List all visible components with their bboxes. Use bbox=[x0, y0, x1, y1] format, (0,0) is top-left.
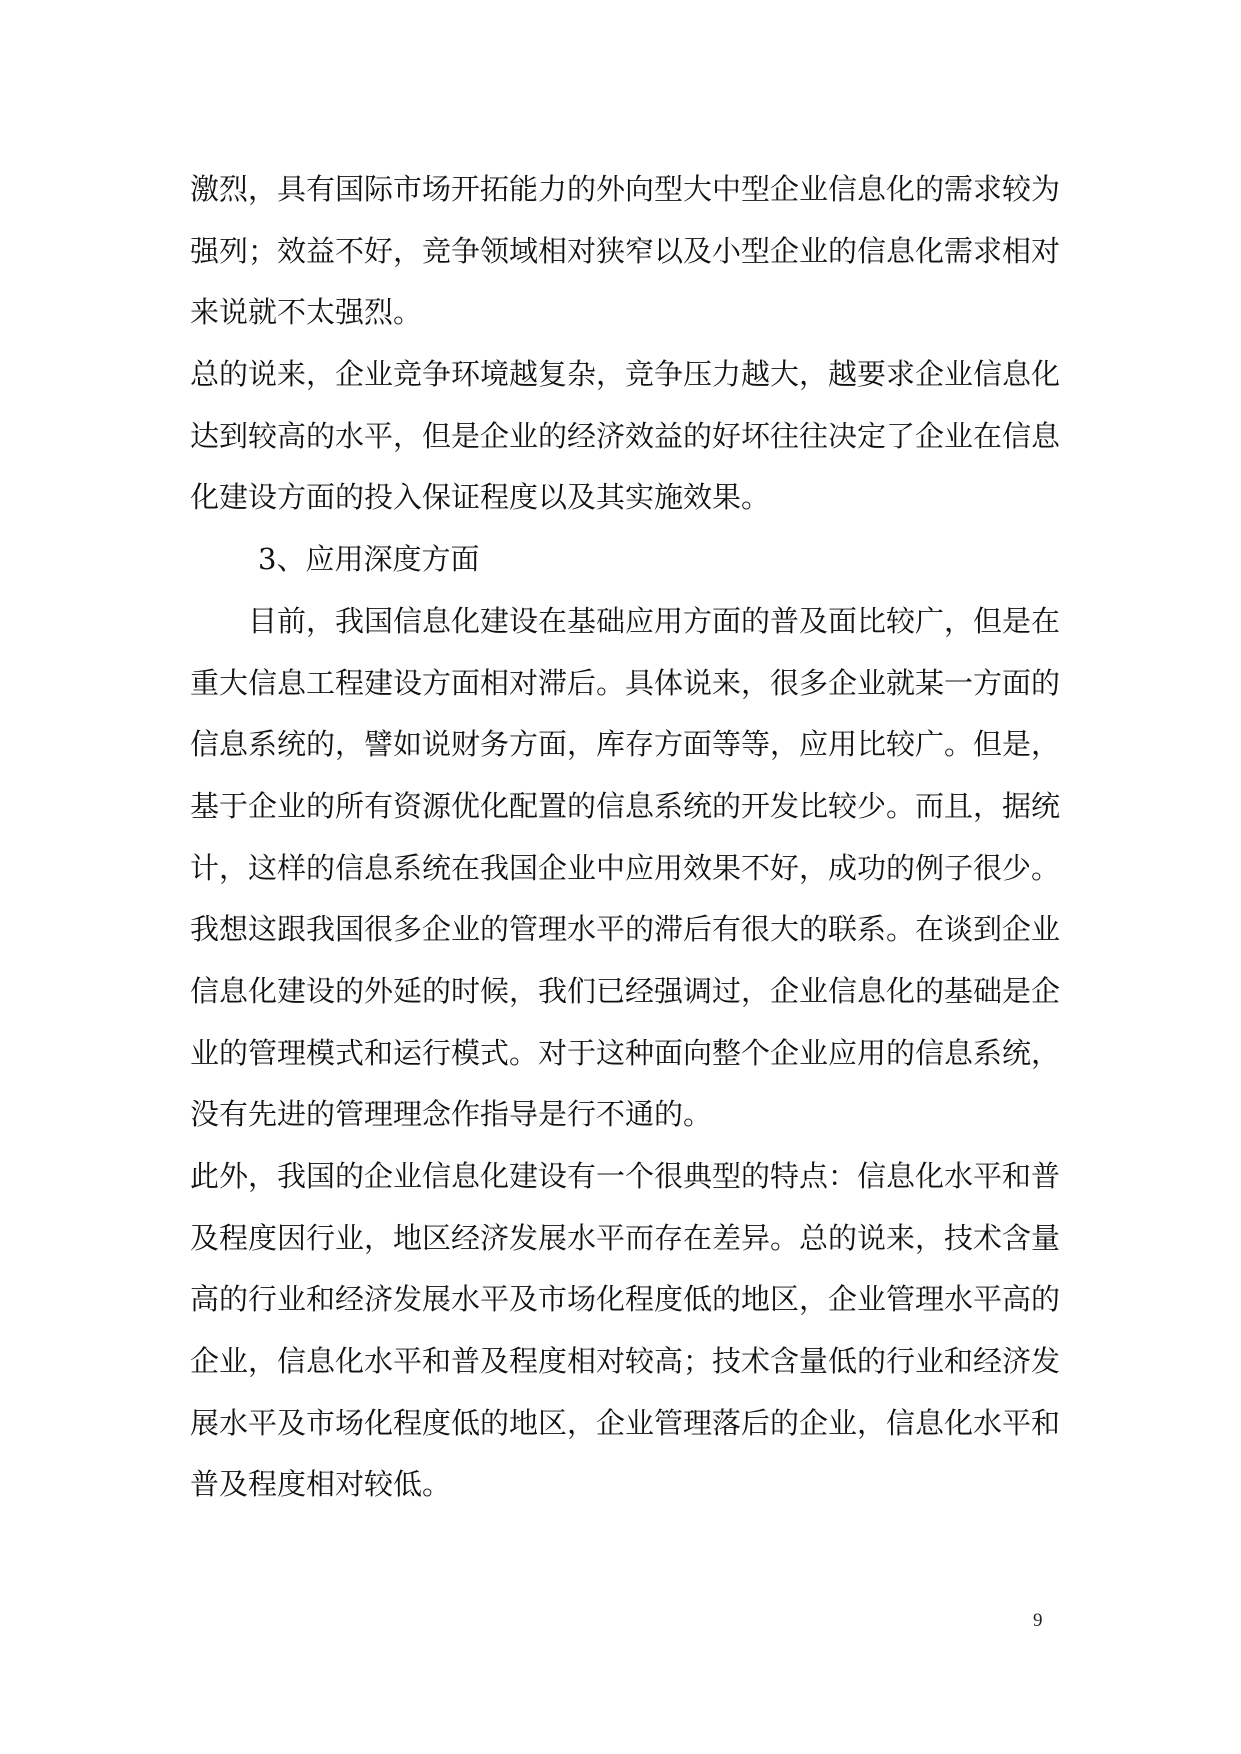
page-number: 9 bbox=[1033, 1610, 1043, 1631]
text-line: 没有先进的管理理念作指导是行不通的。 bbox=[190, 1097, 713, 1132]
text-line: 高的行业和经济发展水平及市场化程度低的地区，企业管理水平高的 bbox=[190, 1282, 1061, 1317]
text-line: 展水平及市场化程度低的地区，企业管理落后的企业，信息化水平和 bbox=[190, 1405, 1061, 1440]
section-heading: 3、应用深度方面 bbox=[258, 542, 480, 577]
text-line: 我想这跟我国很多企业的管理水平的滞后有很大的联系。在谈到企业 bbox=[190, 912, 1061, 947]
body-text bbox=[190, 159, 1061, 1516]
text-line: 此外，我国的企业信息化建设有一个很典型的特点：信息化水平和普 bbox=[190, 1159, 1061, 1193]
text-line: 信息系统的，譬如说财务方面，库存方面等等，应用比较广。但是， bbox=[190, 727, 1061, 762]
text-line: 来说就不太强烈。 bbox=[190, 295, 423, 330]
text-line: 普及程度相对较低。 bbox=[190, 1467, 452, 1502]
text-line: 计，这样的信息系统在我国企业中应用效果不好，成功的例子很少。 bbox=[190, 850, 1061, 885]
text-line: 激烈，具有国际市场开拓能力的外向型大中型企业信息化的需求较为 bbox=[190, 172, 1061, 206]
text-line: 基于企业的所有资源优化配置的信息系统的开发比较少。而且，据统 bbox=[190, 788, 1061, 823]
text-line: 及程度因行业，地区经济发展水平而存在差异。总的说来，技术含量 bbox=[190, 1220, 1061, 1255]
text-line: 总的说来，企业竞争环境越复杂，竞争压力越大，越要求企业信息化 bbox=[190, 357, 1061, 392]
text-line: 重大信息工程建设方面相对滞后。具体说来，很多企业就某一方面的 bbox=[190, 665, 1061, 700]
text-line: 化建设方面的投入保证程度以及其实施效果。 bbox=[190, 480, 771, 515]
text-line: 强列；效益不好，竞争领域相对狭窄以及小型企业的信息化需求相对 bbox=[190, 233, 1061, 268]
text-line: 企业，信息化水平和普及程度相对较高；技术含量低的行业和经济发 bbox=[190, 1344, 1061, 1379]
text-line: 业的管理模式和运行模式。对于这种面向整个企业应用的信息系统， bbox=[190, 1035, 1061, 1070]
text-line: 达到较高的水平，但是企业的经济效益的好坏往往决定了企业在信息 bbox=[190, 418, 1061, 453]
text-line: 目前，我国信息化建设在基础应用方面的普及面比较广，但是在 bbox=[248, 603, 1061, 638]
text-line: 信息化建设的外延的时候，我们已经强调过，企业信息化的基础是企 bbox=[190, 973, 1061, 1008]
